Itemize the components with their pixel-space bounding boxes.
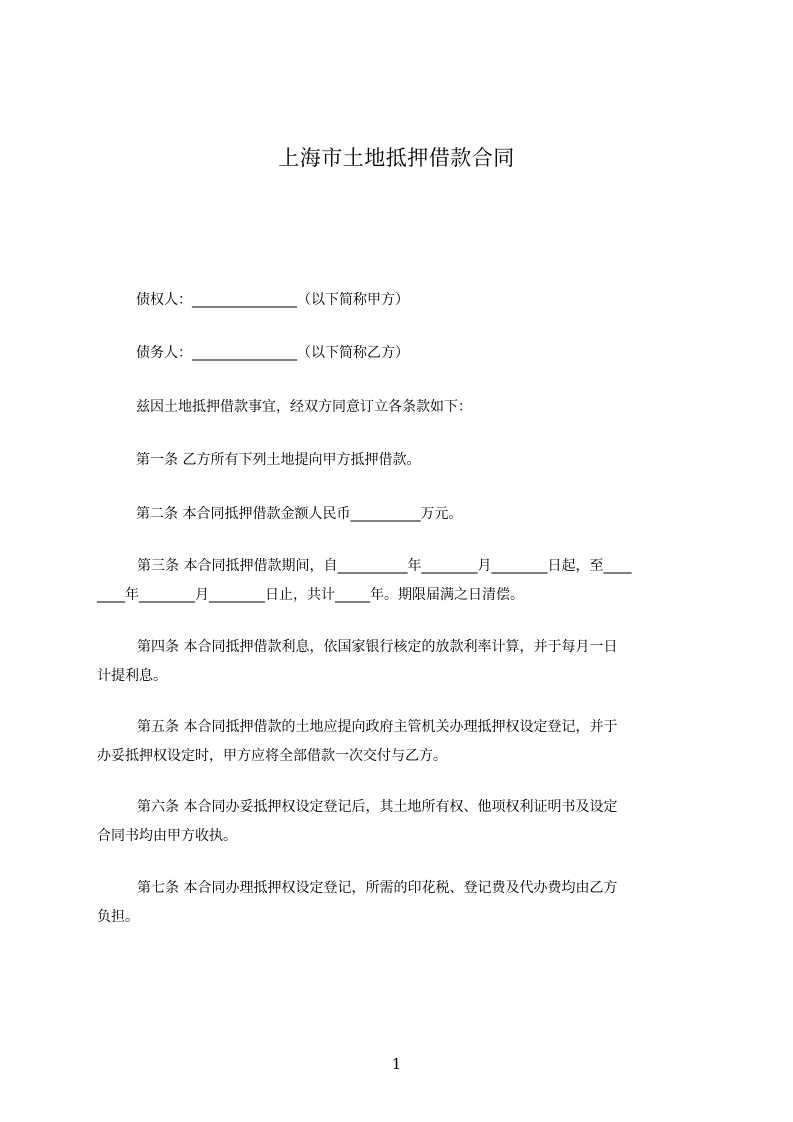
article-5-line-1: 第五条 本合同抵押借款的土地应提向政府主管机关办理抵押权设定登记，并于: [137, 719, 618, 735]
article-3: [97, 552, 701, 610]
debtor-line: 债务人：_______________（以下简称乙方）: [136, 345, 409, 361]
preamble: 兹因土地抵押借款事宜，经双方同意订立各条款如下：: [136, 399, 472, 415]
article-1: 第一条 乙方所有下列土地提向甲方抵押借款。: [136, 452, 421, 468]
article-2: 第二条 本合同抵押借款金额人民币__________万元。: [136, 506, 463, 522]
page-number: 1: [391, 1055, 402, 1073]
article-6: [97, 793, 701, 851]
article-6-line-1: 第六条 本合同办妥抵押权设定登记后，其土地所有权、他项权利证明书及设定: [137, 799, 618, 815]
article-6-line-2: 合同书均由甲方收执。: [97, 828, 237, 844]
article-4-line-1: 第四条 本合同抵押借款利息，依国家银行核定的放款利率计算，并于每月一日: [137, 639, 618, 655]
article-5-line-2: 办妥抵押权设定时，甲方应将全部借款一次交付与乙方。: [97, 748, 447, 764]
article-4: [97, 633, 701, 691]
article-4-line-2: 计提利息。: [97, 668, 167, 684]
document-title: 上海市土地抵押借款合同: [278, 146, 515, 170]
article-5: [97, 713, 701, 771]
article-3-line-1: 第三条 本合同抵押借款期间，自__________年________月________日起，至____: [137, 558, 632, 574]
article-3-line-2: ____年________月________日止，共计_____年。期限届满之日清偿。: [97, 587, 524, 603]
article-7-line-2: 负担。: [97, 909, 139, 925]
article-7-line-1: 第七条 本合同办理抵押权设定登记，所需的印花税、登记费及代办费均由乙方: [137, 880, 618, 896]
article-7: [97, 874, 701, 932]
creditor-line: 债权人：_______________（以下简称甲方）: [136, 292, 409, 308]
